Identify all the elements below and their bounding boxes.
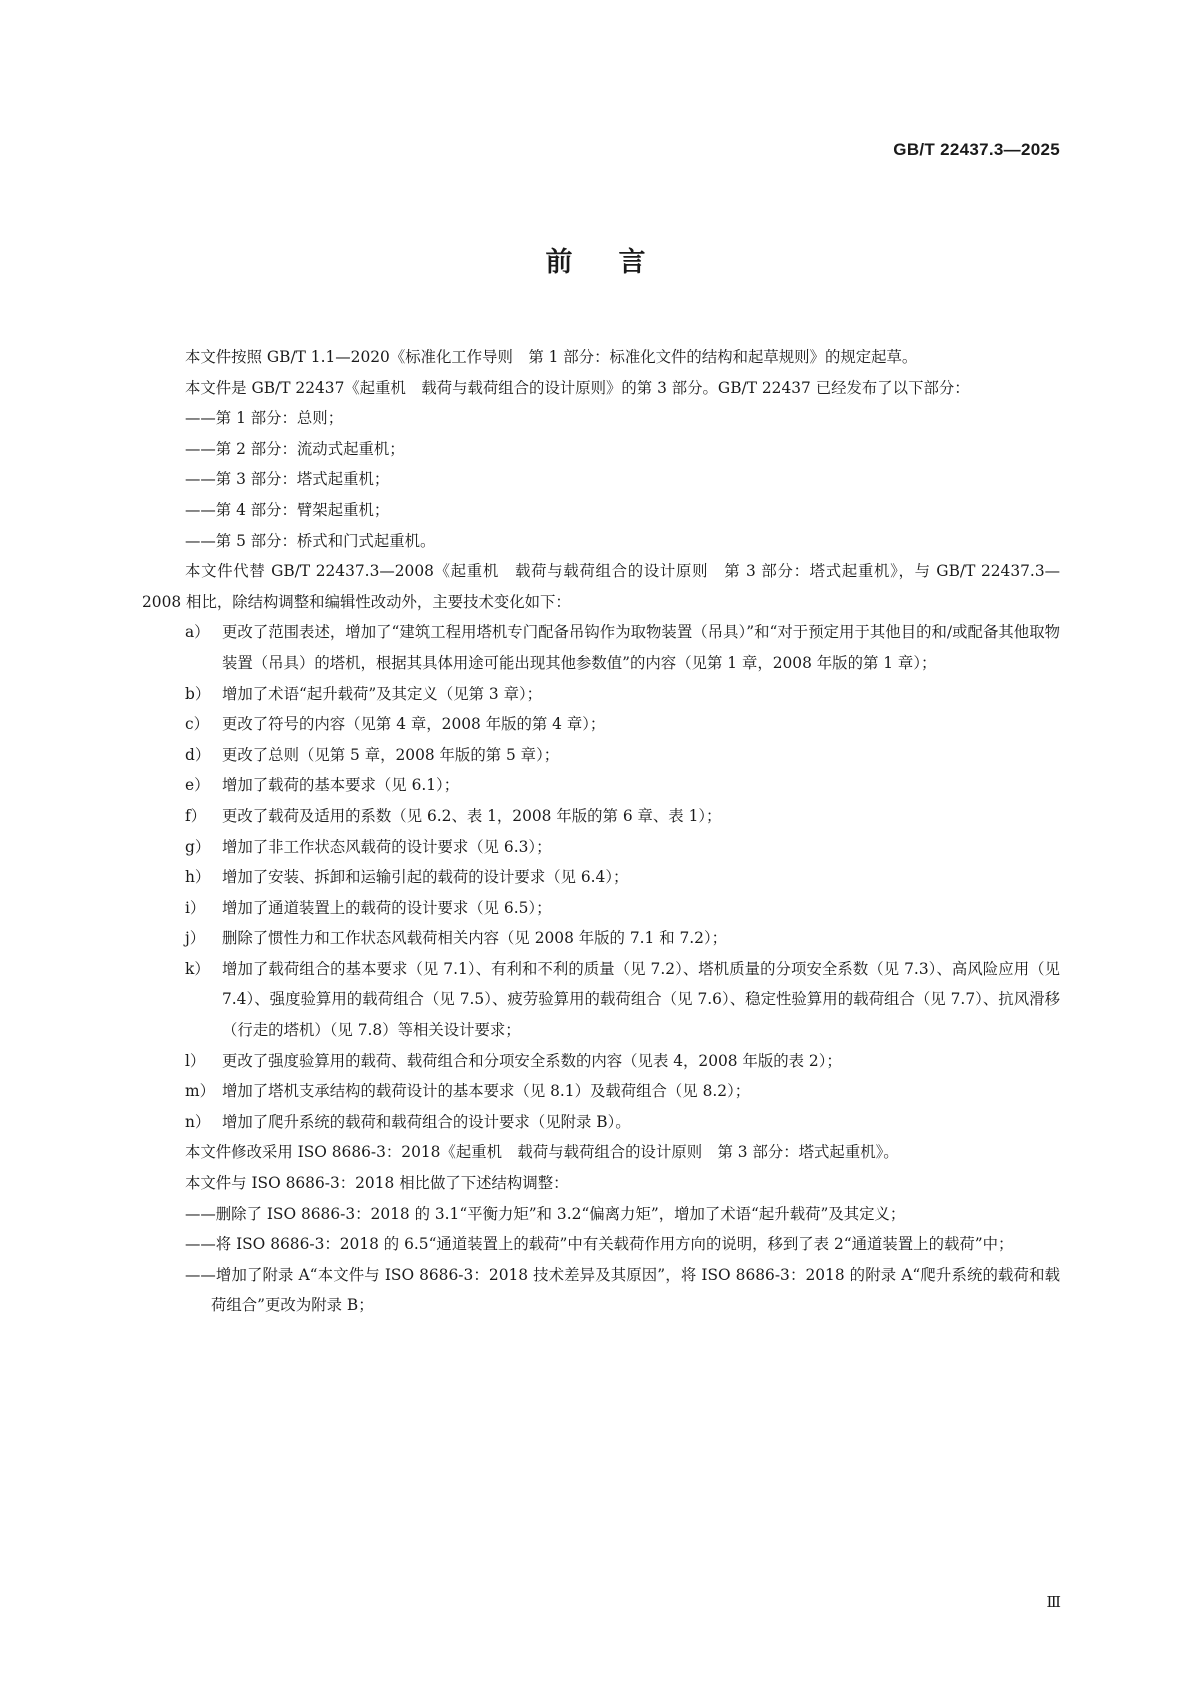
change-item xyxy=(142,709,1060,740)
change-item xyxy=(142,770,1060,801)
item-label: a） xyxy=(185,623,210,642)
list-item: ——增加了附录 A“本文件与 ISO 8686-3：2018 技术差异及其原因”，将 ISO 8686-3：2018 的附录 A“爬升系统的载荷和载荷组合”更改为附录 B； xyxy=(185,1265,1060,1315)
item-label: m） xyxy=(185,1082,215,1101)
item-text: 更改了范围表述，增加了“建筑工程用塔机专门配备吊钩作为取物装置（吊具）”和“对于预定用于其他目的和/或配备其他取物装置（吊具）的塔机，根据其具体用途可能出现其他参数值”的内容（见第 1 章，2008 年版的第 1 章）； xyxy=(222,623,1060,672)
paragraph-adoption: 本文件修改采用 ISO 8686-3：2018《起重机 载荷与载荷组合的设计原则 第 3 部分：塔式起重机》。 xyxy=(185,1143,899,1162)
paragraph-structure-intro: 本文件与 ISO 8686-3：2018 相比做了下述结构调整： xyxy=(185,1174,569,1193)
list-item: ——第 2 部分：流动式起重机； xyxy=(185,439,405,458)
change-item xyxy=(142,954,1060,1046)
change-item xyxy=(142,862,1060,893)
item-text: 增加了爬升系统的载荷和载荷组合的设计要求（见附录 B）。 xyxy=(222,1112,631,1131)
page-number: Ⅲ xyxy=(1046,1593,1061,1611)
change-item xyxy=(142,679,1060,710)
item-label: f） xyxy=(185,806,207,825)
list-item: ——将 ISO 8686-3：2018 的 6.5“通道装置上的载荷”中有关载荷作用方向的说明，移到了表 2“通道装置上的载荷”中； xyxy=(185,1235,1014,1254)
change-item xyxy=(142,617,1060,678)
item-text: 增加了载荷组合的基本要求（见 7.1）、有利和不利的质量（见 7.2）、塔机质量的分项安全系数（见 7.3）、高风险应用（见 7.4）、强度验算用的载荷组合（见 7.5）、疲劳验算用的载荷组合（见 7.6）、稳定性验算用的载荷组合（见 7.7）、抗风滑移（行走的塔机）（见 7.8）等相关设计要求； xyxy=(222,959,1060,1040)
list-item: ——删除了 ISO 8686-3：2018 的 3.1“平衡力矩”和 3.2“偏离力矩”，增加了术语“起升载荷”及其定义； xyxy=(185,1204,906,1223)
item-text: 更改了强度验算用的载荷、载荷组合和分项安全系数的内容（见表 4，2008 年版的表 2）； xyxy=(222,1051,842,1070)
list-item: ——第 4 部分：臂架起重机； xyxy=(185,500,390,519)
change-item xyxy=(142,1046,1060,1077)
change-item xyxy=(142,832,1060,863)
item-text: 增加了非工作状态风载荷的设计要求（见 6.3）； xyxy=(222,837,552,856)
item-text: 增加了通道装置上的载荷的设计要求（见 6.5）； xyxy=(222,898,552,917)
standard-code: GB/T 22437.3—2025 xyxy=(893,140,1060,159)
item-text: 增加了载荷的基本要求（见 6.1）； xyxy=(222,776,460,795)
item-label: g） xyxy=(185,837,211,856)
item-label: n） xyxy=(185,1112,211,1131)
item-text: 增加了安装、拆卸和运输引起的载荷的设计要求（见 6.4）； xyxy=(222,868,629,887)
page-title: 前言 xyxy=(545,247,692,278)
item-text: 更改了载荷及适用的系数（见 6.2、表 1，2008 年版的第 6 章、表 1）； xyxy=(222,806,722,825)
item-label: h） xyxy=(185,868,211,887)
change-item xyxy=(142,893,1060,924)
item-label: i） xyxy=(185,898,206,917)
item-label: j） xyxy=(185,929,206,948)
change-item xyxy=(142,1076,1060,1107)
item-text: 更改了符号的内容（见第 4 章，2008 年版的第 4 章）； xyxy=(222,715,606,734)
item-label: l） xyxy=(185,1051,206,1070)
item-text: 删除了惯性力和工作状态风载荷相关内容（见 2008 年版的 7.1 和 7.2）； xyxy=(222,929,728,948)
item-text: 更改了总则（见第 5 章，2008 年版的第 5 章）； xyxy=(222,745,560,764)
item-label: b） xyxy=(185,684,211,703)
item-text: 增加了塔机支承结构的载荷设计的基本要求（见 8.1）及载荷组合（见 8.2）； xyxy=(222,1082,751,1101)
item-label: k） xyxy=(185,959,210,978)
change-item xyxy=(142,740,1060,771)
list-item: ——第 5 部分：桥式和门式起重机。 xyxy=(185,531,436,550)
paragraph-series-intro: 本文件是 GB/T 22437《起重机 载荷与载荷组合的设计原则》的第 3 部分。GB/T 22437 已经发布了以下部分： xyxy=(185,378,970,397)
paragraph-drafting-basis: 本文件按照 GB/T 1.1—2020《标准化工作导则 第 1 部分：标准化文件的结构和起草规则》的规定起草。 xyxy=(185,348,918,366)
change-item xyxy=(142,1107,1060,1138)
item-label: c） xyxy=(185,715,210,734)
change-item xyxy=(142,801,1060,832)
change-item xyxy=(142,923,1060,954)
item-label: e） xyxy=(185,776,210,795)
document-body xyxy=(142,342,1060,1321)
list-item: ——第 1 部分：总则； xyxy=(185,409,344,428)
item-label: d） xyxy=(185,745,211,764)
list-item: ——第 3 部分：塔式起重机； xyxy=(185,470,390,489)
item-text: 增加了术语“起升载荷”及其定义（见第 3 章）； xyxy=(222,684,543,703)
paragraph-replacement: 本文件代替 GB/T 22437.3—2008《起重机 载荷与载荷组合的设计原则 第 3 部分：塔式起重机》，与 GB/T 22437.3—2008 相比，除结构调整和编辑性改动外，主要技术变化如下： xyxy=(142,562,1060,611)
